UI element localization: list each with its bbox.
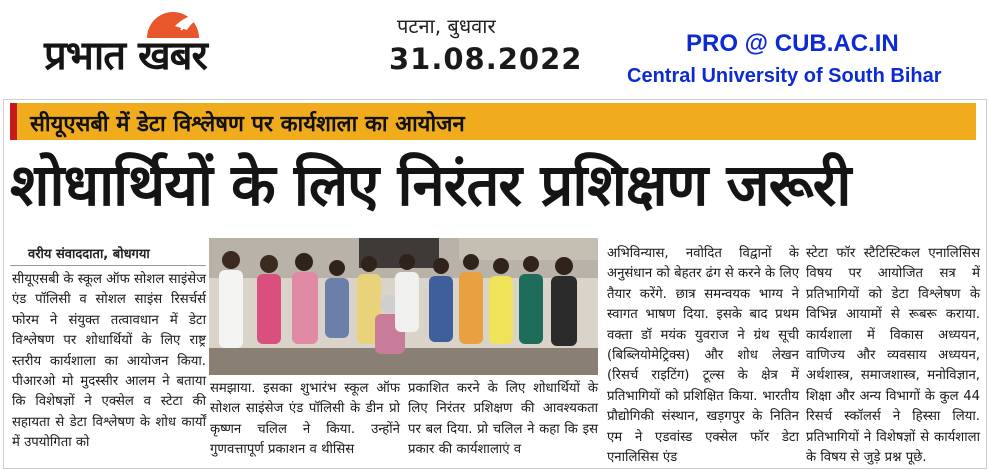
article-column-2: समझाया. इसका शुभारंभ स्कूल ऑफ सोशल साइंसेज एंड पॉलिसी के डीन प्रो कृष्णन चलिल ने किया. उन्होंने गुणवत्तापूर्ण प्रकाशन व थीसिस <box>210 381 400 458</box>
kicker-accent <box>10 103 17 140</box>
dateline-date: 31.08.2022 <box>389 42 583 76</box>
dateline-place-day: पटना, बुधवार <box>397 14 496 38</box>
masthead <box>0 0 990 95</box>
article-column-5: स्टेटा फॉर स्टैटिस्टिकल एनालिसिस विषय पर आयोजित सत्र में प्रतिभागियों को डेटा विश्लेषण के विभिन्न आयामों से रूबरू कराया. कार्यशाला में विकास अध्ययन, वाणिज्य और व्यवसाय अध्ययन, अर्थशास्त्र, समाजशास्त्र, मनोविज्ञान, शिक्षा और अन्य विभागों के कुल 44 रिसर्च स्कॉलर्स ने हिस्सा लिया. प्रतिभागियों ने विशेषज्ञों से कार्यशाला के विषय से जुड़े प्रश्न पूछे. <box>806 246 980 466</box>
newspaper-logo: प्रभात खबर <box>44 33 207 79</box>
byline: वरीय संवाददाता, बोधगया <box>28 247 150 262</box>
pro-email-text: PRO @ CUB.AC.IN <box>686 30 899 57</box>
article-column-3: प्रकाशित करने के लिए शोधार्थियों के लिए निरंतर प्रशिक्षण की आवश्यकता पर बल दिया. प्रो चलिल ने कहा कि इस प्रकार की कार्यशालाएं व <box>408 381 598 458</box>
article-column-1: सीयूएसबी के स्कूल ऑफ सोशल साइंसेज एंड पॉलिसी व सोशल साइंस रिसर्चर्स फोरम ने संयुक्त तत्वावधान में डेटा विश्लेषण पर शोधार्थियों के लिए राष्ट्र स्तरीय कार्यशाला का आयोजन किया. पीआरओ मो मुदस्सीर आलम ने बताया कि विशेषज्ञों ने एक्सेल व स्टेटा की सहायता से डेटा विश्लेषण के शोध कार्यों में उपयोगिता को <box>12 272 206 451</box>
group-photo-illustration <box>209 238 598 375</box>
headline: शोधार्थियों के लिए निरंतर प्रशिक्षण जरूरी <box>10 151 851 219</box>
university-name: Central University of South Bihar <box>627 65 942 87</box>
kicker-text: सीयूएसबी में डेटा विश्लेषण पर कार्यशाला का आयोजन <box>30 112 465 137</box>
article-column-4: अभिविन्यास, नवोदित विद्वानों के अनुसंधान को बेहतर ढंग से करने के लिए तैयार करेंगे. छात्र समन्वयक भाग्य ने स्वागत भाषण दिया. इसके बाद प्रथम वक्ता डॉ मयंक युवराज ने ग्रंथ सूची (बिब्लियोमेट्रिक्स) और शोध लेखन (रिसर्च राइटिंग) टूल्स के क्षेत्र में प्रतिभागियों को प्रशिक्षित किया. भारतीय प्रौद्योगिकी संस्थान, खड़गपुर के नितिन एम ने एडवांस्ड एक्सेल फॉर डेटा एनालिसिस एंड <box>607 246 799 466</box>
byline-rule <box>10 265 206 266</box>
group-photo <box>209 238 598 375</box>
kicker-bar <box>10 103 976 140</box>
